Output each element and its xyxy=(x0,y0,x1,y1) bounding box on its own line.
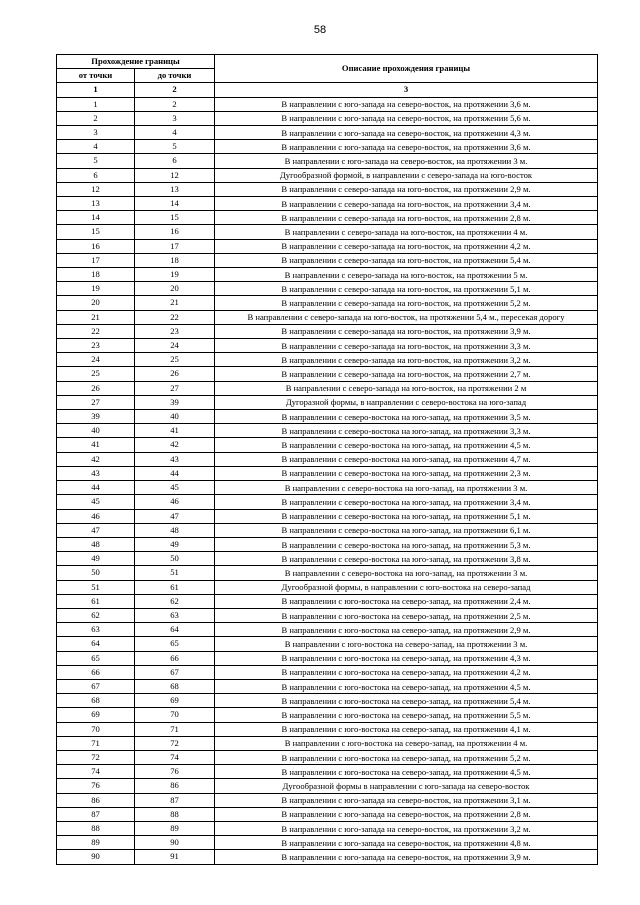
table-row xyxy=(57,580,598,594)
table-row xyxy=(57,523,598,537)
from-point-cell: 21 xyxy=(57,310,135,324)
to-point-cell: 20 xyxy=(135,282,215,296)
from-point-cell: 20 xyxy=(57,296,135,310)
from-point-cell: 72 xyxy=(57,750,135,764)
from-point-cell: 14 xyxy=(57,211,135,225)
to-point-cell: 62 xyxy=(135,594,215,608)
description-cell: В направлении с северо-запада на юго-восток, на протяжении 5,4 м., пересекая дорогу xyxy=(215,310,598,324)
description-header: Описание прохождения границы xyxy=(215,55,598,83)
from-point-cell: 46 xyxy=(57,509,135,523)
to-point-cell: 70 xyxy=(135,708,215,722)
from-point-cell: 13 xyxy=(57,197,135,211)
to-point-cell: 47 xyxy=(135,509,215,523)
from-point-cell: 22 xyxy=(57,324,135,338)
table-row xyxy=(57,537,598,551)
from-point-cell: 5 xyxy=(57,154,135,168)
description-cell: Дугоразной формы, в направлении с северо-востока на юго-запад xyxy=(215,395,598,409)
description-cell: В направлении с северо-востока на юго-запад, на протяжении 4,7 м. xyxy=(215,452,598,466)
table-row xyxy=(57,111,598,125)
table-row xyxy=(57,594,598,608)
to-point-cell: 5 xyxy=(135,140,215,154)
description-cell: В направлении с северо-востока на юго-запад, на протяжении 3,8 м. xyxy=(215,552,598,566)
description-cell: В направлении с юго-востока на северо-запад, на протяжении 2,9 м. xyxy=(215,623,598,637)
table-row xyxy=(57,466,598,480)
from-point-cell: 24 xyxy=(57,353,135,367)
description-cell: В направлении с юго-востока на северо-запад, на протяжении 3 м. xyxy=(215,637,598,651)
from-point-cell: 26 xyxy=(57,381,135,395)
description-cell: В направлении с северо-запада на юго-восток, на протяжении 2 м xyxy=(215,381,598,395)
description-cell: В направлении с юго-востока на северо-запад, на протяжении 5,2 м. xyxy=(215,750,598,764)
to-point-cell: 63 xyxy=(135,608,215,622)
group-header: Прохождение границы xyxy=(57,55,215,69)
column-index-3: 3 xyxy=(215,83,598,97)
from-point-cell: 76 xyxy=(57,779,135,793)
from-point-cell: 65 xyxy=(57,651,135,665)
to-point-cell: 21 xyxy=(135,296,215,310)
table-row xyxy=(57,623,598,637)
table-row xyxy=(57,410,598,424)
table-row xyxy=(57,353,598,367)
table-row xyxy=(57,282,598,296)
description-cell: В направлении с северо-востока на юго-запад, на протяжении 6,1 м. xyxy=(215,523,598,537)
table-row xyxy=(57,481,598,495)
table-row xyxy=(57,126,598,140)
table-row xyxy=(57,395,598,409)
table-row xyxy=(57,608,598,622)
from-point-cell: 45 xyxy=(57,495,135,509)
to-point-cell: 45 xyxy=(135,481,215,495)
to-point-cell: 18 xyxy=(135,253,215,267)
to-point-cell: 88 xyxy=(135,807,215,821)
from-point-cell: 74 xyxy=(57,765,135,779)
from-point-cell: 17 xyxy=(57,253,135,267)
from-point-cell: 4 xyxy=(57,140,135,154)
table-row xyxy=(57,665,598,679)
table-row xyxy=(57,807,598,821)
description-cell: В направлении с северо-запада на юго-восток, на протяжении 3,2 м. xyxy=(215,353,598,367)
from-point-cell: 6 xyxy=(57,168,135,182)
table-row xyxy=(57,197,598,211)
to-point-cell: 26 xyxy=(135,367,215,381)
table-row xyxy=(57,552,598,566)
from-point-cell: 66 xyxy=(57,665,135,679)
from-point-cell: 89 xyxy=(57,836,135,850)
from-point-cell: 44 xyxy=(57,481,135,495)
description-cell: В направлении с юго-востока на северо-запад, на протяжении 5,4 м. xyxy=(215,694,598,708)
table-row xyxy=(57,140,598,154)
table-row xyxy=(57,821,598,835)
to-point-cell: 22 xyxy=(135,310,215,324)
table-row xyxy=(57,722,598,736)
to-point-cell: 91 xyxy=(135,850,215,864)
table-row xyxy=(57,509,598,523)
to-point-cell: 16 xyxy=(135,225,215,239)
to-point-cell: 69 xyxy=(135,694,215,708)
description-cell: В направлении с юго-запада на северо-восток, на протяжении 5,6 м. xyxy=(215,111,598,125)
from-point-cell: 47 xyxy=(57,523,135,537)
description-cell: В направлении с северо-запада на юго-восток, на протяжении 2,9 м. xyxy=(215,182,598,196)
table-row xyxy=(57,268,598,282)
from-point-cell: 63 xyxy=(57,623,135,637)
table-row xyxy=(57,154,598,168)
boundary-table xyxy=(56,54,598,865)
description-cell: Дугообразной формы, в направлении с юго-востока на северо-запад xyxy=(215,580,598,594)
from-point-cell: 49 xyxy=(57,552,135,566)
from-point-cell: 71 xyxy=(57,736,135,750)
to-point-cell: 14 xyxy=(135,197,215,211)
from-point-cell: 16 xyxy=(57,239,135,253)
from-point-cell: 88 xyxy=(57,821,135,835)
description-cell: В направлении с юго-запада на северо-восток, на протяжении 3,9 м. xyxy=(215,850,598,864)
description-cell: В направлении с юго-востока на северо-запад, на протяжении 4,3 м. xyxy=(215,651,598,665)
description-cell: В направлении с северо-запада на юго-восток, на протяжении 5,2 м. xyxy=(215,296,598,310)
description-cell: В направлении с северо-запада на юго-восток, на протяжении 3,3 м. xyxy=(215,339,598,353)
description-cell: В направлении с северо-запада на юго-восток, на протяжении 4,2 м. xyxy=(215,239,598,253)
table-row xyxy=(57,168,598,182)
from-point-cell: 50 xyxy=(57,566,135,580)
description-cell: В направлении с северо-востока на юго-запад, на протяжении 3,5 м. xyxy=(215,410,598,424)
to-point-cell: 3 xyxy=(135,111,215,125)
table-row xyxy=(57,424,598,438)
column-index-2: 2 xyxy=(135,83,215,97)
table-row xyxy=(57,324,598,338)
table-row xyxy=(57,97,598,111)
from-point-header: от точки xyxy=(57,69,135,83)
to-point-cell: 15 xyxy=(135,211,215,225)
from-point-cell: 48 xyxy=(57,537,135,551)
to-point-header: до точки xyxy=(135,69,215,83)
to-point-cell: 4 xyxy=(135,126,215,140)
description-cell: В направлении с северо-запада на юго-восток, на протяжении 3,9 м. xyxy=(215,324,598,338)
table-row xyxy=(57,296,598,310)
from-point-cell: 3 xyxy=(57,126,135,140)
to-point-cell: 76 xyxy=(135,765,215,779)
from-point-cell: 86 xyxy=(57,793,135,807)
description-cell: В направлении с северо-востока на юго-запад, на протяжении 5,1 м. xyxy=(215,509,598,523)
table-row xyxy=(57,225,598,239)
to-point-cell: 24 xyxy=(135,339,215,353)
to-point-cell: 46 xyxy=(135,495,215,509)
table-row xyxy=(57,182,598,196)
to-point-cell: 67 xyxy=(135,665,215,679)
to-point-cell: 90 xyxy=(135,836,215,850)
from-point-cell: 40 xyxy=(57,424,135,438)
description-cell: В направлении с юго-востока на северо-запад, на протяжении 4,5 м. xyxy=(215,679,598,693)
to-point-cell: 61 xyxy=(135,580,215,594)
description-cell: В направлении с северо-востока на юго-запад, на протяжении 3 м. xyxy=(215,566,598,580)
table-row xyxy=(57,253,598,267)
to-point-cell: 19 xyxy=(135,268,215,282)
table-row xyxy=(57,708,598,722)
to-point-cell: 44 xyxy=(135,466,215,480)
to-point-cell: 86 xyxy=(135,779,215,793)
from-point-cell: 70 xyxy=(57,722,135,736)
to-point-cell: 50 xyxy=(135,552,215,566)
description-cell: В направлении с юго-запада на северо-восток, на протяжении 3 м. xyxy=(215,154,598,168)
to-point-cell: 89 xyxy=(135,821,215,835)
from-point-cell: 64 xyxy=(57,637,135,651)
description-cell: Дугообразной формы в направлении с юго-запада на северо-восток xyxy=(215,779,598,793)
to-point-cell: 71 xyxy=(135,722,215,736)
description-cell: В направлении с юго-запада на северо-восток, на протяжении 4,3 м. xyxy=(215,126,598,140)
table-row xyxy=(57,836,598,850)
from-point-cell: 69 xyxy=(57,708,135,722)
table-row xyxy=(57,694,598,708)
from-point-cell: 25 xyxy=(57,367,135,381)
to-point-cell: 25 xyxy=(135,353,215,367)
description-cell: В направлении с северо-востока на юго-запад, на протяжении 4,5 м. xyxy=(215,438,598,452)
description-cell: В направлении с юго-востока на северо-запад, на протяжении 4 м. xyxy=(215,736,598,750)
to-point-cell: 6 xyxy=(135,154,215,168)
description-cell: В направлении с юго-запада на северо-восток, на протяжении 3,2 м. xyxy=(215,821,598,835)
description-cell: Дугообразной формой, в направлении с северо-запада на юго-восток xyxy=(215,168,598,182)
to-point-cell: 48 xyxy=(135,523,215,537)
from-point-cell: 67 xyxy=(57,679,135,693)
description-cell: В направлении с юго-запада на северо-восток, на протяжении 4,8 м. xyxy=(215,836,598,850)
to-point-cell: 23 xyxy=(135,324,215,338)
description-cell: В направлении с юго-востока на северо-запад, на протяжении 4,2 м. xyxy=(215,665,598,679)
from-point-cell: 19 xyxy=(57,282,135,296)
table-row xyxy=(57,736,598,750)
table-row xyxy=(57,438,598,452)
description-cell: В направлении с северо-востока на юго-запад, на протяжении 3,4 м. xyxy=(215,495,598,509)
table-header xyxy=(57,55,598,98)
from-point-cell: 27 xyxy=(57,395,135,409)
table-row xyxy=(57,339,598,353)
table-row xyxy=(57,679,598,693)
from-point-cell: 51 xyxy=(57,580,135,594)
description-cell: В направлении с северо-востока на юго-запад, на протяжении 2,3 м. xyxy=(215,466,598,480)
to-point-cell: 72 xyxy=(135,736,215,750)
from-point-cell: 68 xyxy=(57,694,135,708)
to-point-cell: 42 xyxy=(135,438,215,452)
from-point-cell: 42 xyxy=(57,452,135,466)
description-cell: В направлении с юго-востока на северо-запад, на протяжении 2,5 м. xyxy=(215,608,598,622)
from-point-cell: 15 xyxy=(57,225,135,239)
to-point-cell: 87 xyxy=(135,793,215,807)
description-cell: В направлении с северо-востока на юго-запад, на протяжении 3 м. xyxy=(215,481,598,495)
description-cell: В направлении с юго-запада на северо-восток, на протяжении 2,8 м. xyxy=(215,807,598,821)
to-point-cell: 40 xyxy=(135,410,215,424)
to-point-cell: 41 xyxy=(135,424,215,438)
table-row xyxy=(57,495,598,509)
to-point-cell: 65 xyxy=(135,637,215,651)
page-number: 58 xyxy=(313,24,327,36)
to-point-cell: 74 xyxy=(135,750,215,764)
from-point-cell: 23 xyxy=(57,339,135,353)
to-point-cell: 2 xyxy=(135,97,215,111)
to-point-cell: 13 xyxy=(135,182,215,196)
table-row xyxy=(57,779,598,793)
table-row xyxy=(57,452,598,466)
table-row xyxy=(57,367,598,381)
to-point-cell: 49 xyxy=(135,537,215,551)
description-cell: В направлении с северо-запада на юго-восток, на протяжении 2,7 м. xyxy=(215,367,598,381)
from-point-cell: 62 xyxy=(57,608,135,622)
table-row xyxy=(57,765,598,779)
to-point-cell: 39 xyxy=(135,395,215,409)
from-point-cell: 90 xyxy=(57,850,135,864)
table-row xyxy=(57,793,598,807)
table-row xyxy=(57,750,598,764)
to-point-cell: 68 xyxy=(135,679,215,693)
table-row xyxy=(57,239,598,253)
column-index-1: 1 xyxy=(57,83,135,97)
from-point-cell: 18 xyxy=(57,268,135,282)
to-point-cell: 12 xyxy=(135,168,215,182)
from-point-cell: 61 xyxy=(57,594,135,608)
from-point-cell: 39 xyxy=(57,410,135,424)
table-row xyxy=(57,637,598,651)
description-cell: В направлении с северо-запада на юго-восток, на протяжении 3,4 м. xyxy=(215,197,598,211)
from-point-cell: 12 xyxy=(57,182,135,196)
table-body xyxy=(57,97,598,864)
from-point-cell: 43 xyxy=(57,466,135,480)
description-cell: В направлении с юго-востока на северо-запад, на протяжении 2,4 м. xyxy=(215,594,598,608)
to-point-cell: 51 xyxy=(135,566,215,580)
table-row xyxy=(57,310,598,324)
description-cell: В направлении с юго-востока на северо-запад, на протяжении 4,5 м. xyxy=(215,765,598,779)
to-point-cell: 66 xyxy=(135,651,215,665)
to-point-cell: 64 xyxy=(135,623,215,637)
description-cell: В направлении с северо-востока на юго-запад, на протяжении 5,3 м. xyxy=(215,537,598,551)
description-cell: В направлении с северо-запада на юго-восток, на протяжении 4 м. xyxy=(215,225,598,239)
description-cell: В направлении с северо-запада на юго-восток, на протяжении 2,8 м. xyxy=(215,211,598,225)
table-row xyxy=(57,651,598,665)
from-point-cell: 87 xyxy=(57,807,135,821)
from-point-cell: 1 xyxy=(57,97,135,111)
from-point-cell: 41 xyxy=(57,438,135,452)
from-point-cell: 2 xyxy=(57,111,135,125)
to-point-cell: 43 xyxy=(135,452,215,466)
description-cell: В направлении с юго-востока на северо-запад, на протяжении 4,1 м. xyxy=(215,722,598,736)
description-cell: В направлении с юго-запада на северо-восток, на протяжении 3,1 м. xyxy=(215,793,598,807)
description-cell: В направлении с юго-запада на северо-восток, на протяжении 3,6 м. xyxy=(215,140,598,154)
table-row xyxy=(57,381,598,395)
table-row xyxy=(57,566,598,580)
description-cell: В направлении с юго-запада на северо-восток, на протяжении 3,6 м. xyxy=(215,97,598,111)
to-point-cell: 27 xyxy=(135,381,215,395)
description-cell: В направлении с юго-востока на северо-запад, на протяжении 5,5 м. xyxy=(215,708,598,722)
table-row xyxy=(57,850,598,864)
description-cell: В направлении с северо-запада на юго-восток, на протяжении 5,4 м. xyxy=(215,253,598,267)
to-point-cell: 17 xyxy=(135,239,215,253)
table-row xyxy=(57,211,598,225)
description-cell: В направлении с северо-востока на юго-запад, на протяжении 3,3 м. xyxy=(215,424,598,438)
description-cell: В направлении с северо-запада на юго-восток, на протяжении 5 м. xyxy=(215,268,598,282)
description-cell: В направлении с северо-запада на юго-восток, на протяжении 5,1 м. xyxy=(215,282,598,296)
